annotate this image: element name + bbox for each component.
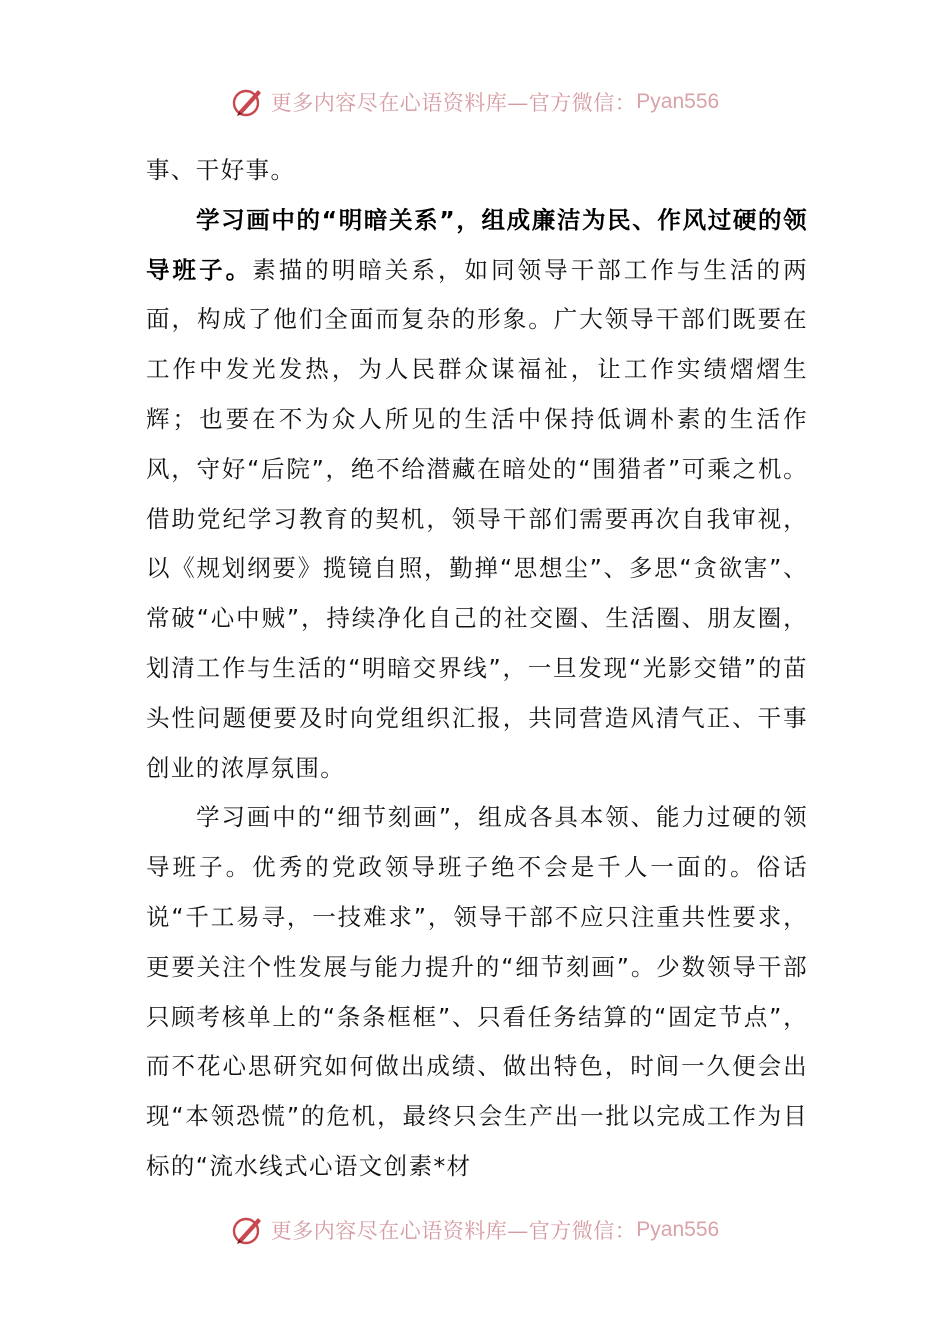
banner-site-text: 更多内容尽在心语资料库—官方微信： (270, 1219, 637, 1243)
paragraph-text: 素描的明暗关系，如同领导干部工作与生活的两面，构成了他们全面而复杂的形象。广大领导干部们既要在工作中发光发热，为人民群众谋福祉，让工作实绩熠熠生辉；也要在不为众人所见的生活中保持低调朴素的生活作风，守好“后院”，绝不给潜藏在暗处的“围猎者”可乘之机。借助党纪学习教育的契机，领导干部们需要再次自我审视，以《规划纲要》揽镜自照，勤掸“思想尘”、多思“贪欲害”、常破“心中贼”，持续净化自己的社交圈、生活圈、朋友圈，划清工作与生活的“明暗交界线”，一旦发现“光影交错”的苗头性问题便要及时向党组织汇报，共同营造风清气正、干事创业的浓厚氛围。 (146, 255, 808, 782)
header-banner (0, 82, 950, 122)
pen-logo-icon (231, 85, 265, 119)
paragraph-light-dark (146, 196, 808, 794)
banner-site-text: 更多内容尽在心语资料库—官方微信： (270, 91, 637, 115)
banner-wechat-id: Pyan556 (636, 90, 720, 113)
paragraph-detail: 学习画中的“细节刻画”，组成各具本领、能力过硬的领导班子。优秀的党政领导班子绝不会是千人一面的。俗话说“千工易寻，一技难求”，领导干部不应只注重共性要求，更要关注个性发展与能力提升的“细节刻画”。少数领导干部只顾考核单上的“条条框框”、只看任务结算的“固定节点”，而不花心思研究如何做出成绩、做出特色，时间一久便会出现“本领恐慌”的危机，最终只会生产出一批以完成工作为目标的“流水线式心语文创素*材 (146, 803, 808, 1180)
paragraph-continuation: 事、干好事。 (146, 156, 296, 184)
pen-logo-icon (231, 1213, 265, 1247)
article-body (146, 146, 808, 1192)
footer-banner (0, 1210, 950, 1250)
paragraph-lead-bold: 学习画中的“明暗关系”，组成廉洁为民、作风过硬的领导班子。 (146, 205, 808, 284)
banner-wechat-id: Pyan556 (636, 1218, 720, 1241)
